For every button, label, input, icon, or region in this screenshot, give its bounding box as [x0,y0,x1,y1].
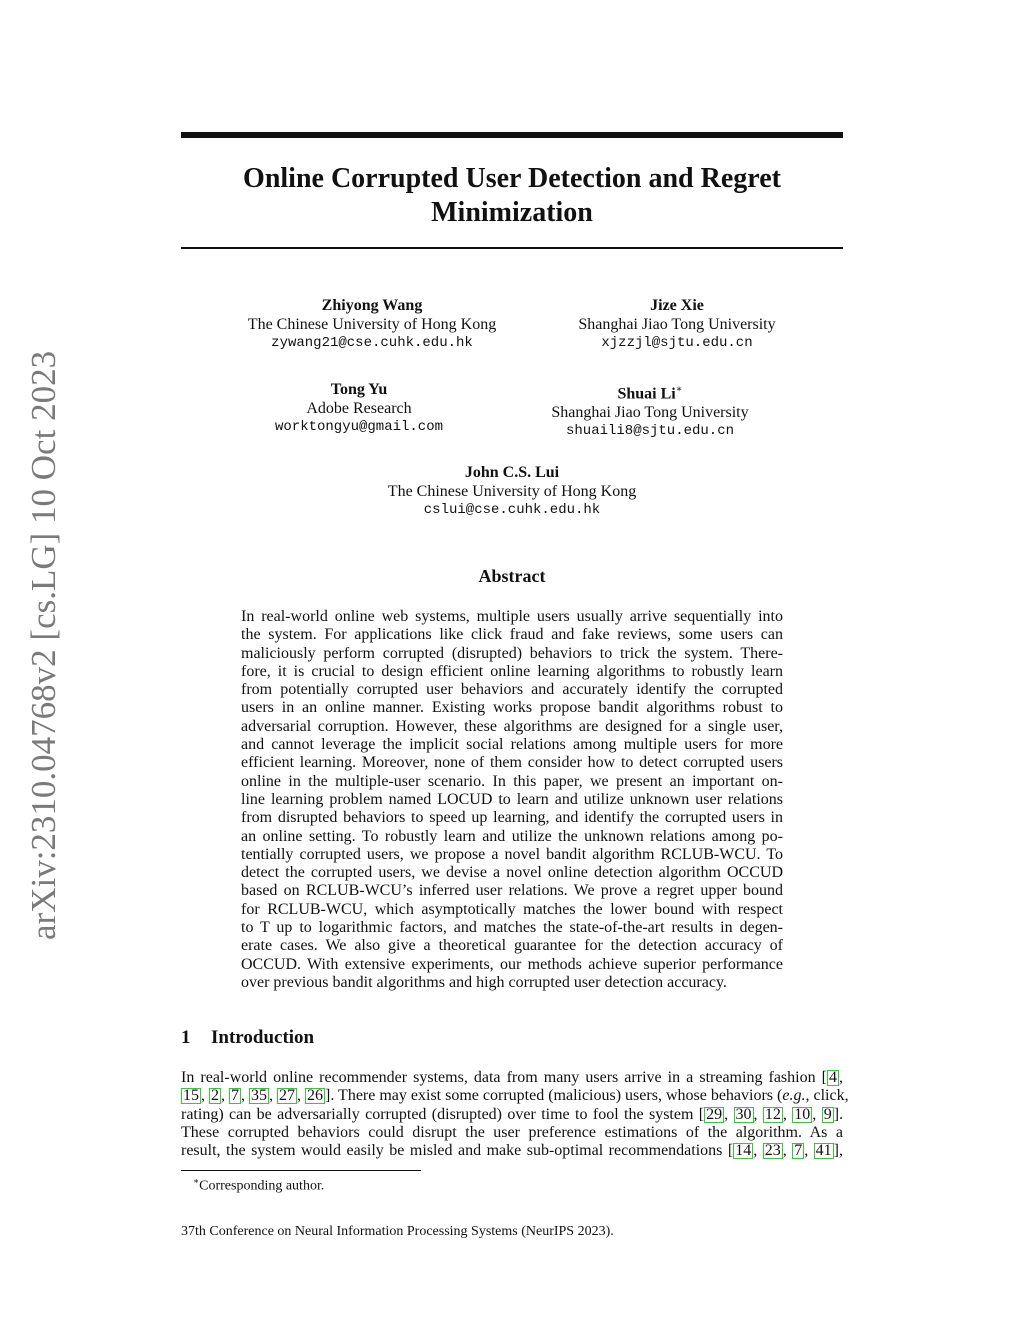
footnote [193,1176,324,1195]
abstract-line: and cannot leverage the implicit social relations among multiple users for more [241,736,783,754]
intro-line-1: In real-world online recommender systems, data from many users arrive in a streaming fashion [ 4 , [181,1069,843,1086]
author-affiliation: The Chinese University of Hong Kong [387,483,637,500]
citation-link[interactable]: 2 [211,1087,219,1105]
citation-link[interactable]: 23 [764,1142,781,1160]
author-block-4 [500,380,800,441]
section-number: 1 [181,1027,191,1048]
introduction-paragraph [181,1069,849,1160]
abstract-line: from potentially corrupted user behaviors and accurately identify the corrupted [241,681,783,699]
intro-text: rating) can be adversarially corrupted (disrupted) over time to fool the system [ [181,1105,705,1123]
abstract-line: based on RCLUB-WCU’s inferred user relations. We prove a regret upper bound [241,882,783,900]
author-email[interactable]: shuaili8@sjtu.edu.cn [565,423,735,440]
intro-line-2: 15 , 2 , 7 , 35 , 27 , 26 ]. There may exist some corrupted (malicious) users, whose behaviors (e.g., click, [183,1087,849,1105]
citation-link[interactable]: 15 [183,1087,199,1105]
citation-link[interactable]: 30 [735,1105,752,1123]
abstract-line: OCCUD. With extensive experiments, our methods achieve superior performance [241,955,783,973]
title-top-rule [181,132,843,138]
abstract-line: the system. For applications like click fraud and fake reviews, some users can [241,626,783,644]
abstract-line: tentially corrupted users, we propose a novel bandit algorithm RCLUB-WCU. To [241,845,783,863]
author-affiliation: Adobe Research [306,400,412,417]
citation-link[interactable]: 10 [794,1105,811,1123]
author-block-2 [527,296,827,353]
intro-text: , click, [805,1087,849,1105]
abstract-line: line learning problem named LOCUD to learn and utilize unknown user relations [241,790,783,808]
citation-link[interactable]: 12 [764,1105,781,1123]
abstract-line: an online setting. To robustly learn and utilize the unknown relations among po- [241,827,783,845]
intro-line-5: result, the system would easily be misled and make sub-optimal recommendations [ 14 , 23 , 7 , 41 ], [181,1142,843,1160]
section-heading [181,1027,314,1049]
abstract-line: users in an online manner. Existing works propose bandit algorithms robust to [241,699,783,717]
abstract-line: adversarial corruption. However, these algorithms are designed for a single user, [241,717,783,735]
intro-text: result, the system would easily be misled and make sub-optimal recommendations [ [181,1142,734,1160]
footnote-marker: ∗ [193,1176,200,1186]
abstract-line: erate cases. We also give a theoretical guarantee for the detection accuracy of [241,937,783,955]
paper-title [181,162,843,230]
abstract-line: online in the multiple-user scenario. In this paper, we present an important on- [241,772,783,790]
citation-link[interactable]: 41 [815,1142,832,1160]
arxiv-sidebar-stamp: arXiv:2310.04768v2 [cs.LG] 10 Oct 2023 [24,350,63,940]
abstract-line: for RCLUB-WCU, which asymptotically matches the lower bound with respect [241,900,783,918]
author-email[interactable]: zywang21@cse.cuhk.edu.hk [271,335,473,351]
corresponding-marker: ∗ [675,384,683,395]
citation-link[interactable]: 27 [279,1087,295,1105]
abstract-line: fore, it is crucial to design efficient online learning algorithms to robustly learn [241,662,783,680]
intro-text: ]. There may exist some corrupted (malicious) users, whose behaviors ( [325,1087,783,1105]
abstract-body [241,608,783,992]
author-name: Jize Xie [650,297,704,314]
author-block-1 [222,296,522,353]
title-bottom-rule [181,247,843,249]
author-name: John C.S. Lui [464,464,560,481]
abstract-line: detect the corrupted users, we devise a novel online detection algorithm OCCUD [241,864,783,882]
intro-text: In real-world online recommender systems, data from many users arrive in a streaming fashion [ [181,1069,827,1086]
citation-link[interactable]: 29 [706,1105,723,1123]
abstract-line: from disrupted behaviors to speed up learning, and identify the corrupted users in [241,809,783,827]
abstract-line: over previous bandit algorithms and high corrupted user detection accuracy. [241,973,727,991]
venue-footer: 37th Conference on Neural Information Processing Systems (NeurIPS 2023). [181,1224,614,1239]
intro-line-4: These corrupted behaviors could disrupt the user preference estimations of the algorithm. As a [181,1123,843,1141]
author-affiliation: The Chinese University of Hong Kong [247,316,497,333]
abstract-line: to T up to logarithmic factors, and matches the state-of-the-art results in degen- [241,919,783,937]
abstract-line: efficient learning. Moreover, none of them consider how to detect corrupted users [241,754,783,772]
author-email[interactable]: xjzzjl@sjtu.edu.cn [601,335,753,351]
abstract-line: In real-world online web systems, multiple users usually arrive sequentially into [241,608,783,625]
abstract-line: maliciously perform corrupted (disrupted) behaviors to trick the system. There- [241,644,783,662]
section-title: Introduction [211,1027,315,1048]
citation-link[interactable]: 4 [829,1069,837,1086]
citation-link[interactable]: 7 [794,1142,803,1160]
author-name: Tong Yu [330,381,388,398]
author-email[interactable]: worktongyu@gmail.com [274,419,444,435]
title-line-1: Online Corrupted User Detection and Regret [243,163,781,194]
intro-text: ], [833,1142,843,1160]
footnote-text: Corresponding author. [199,1178,325,1194]
citation-link[interactable]: 9 [823,1105,832,1123]
author-block-5 [362,463,662,520]
citation-link[interactable]: 35 [251,1087,267,1105]
abstract-heading: Abstract [478,566,546,586]
author-block-3 [209,380,509,437]
citation-link[interactable]: 14 [735,1142,752,1160]
citation-link[interactable]: 7 [231,1087,239,1105]
intro-emphasis: e.g. [782,1087,806,1105]
footnote-rule [181,1170,421,1171]
author-name: Shuai Li [617,385,676,403]
author-name: Zhiyong Wang [321,297,423,314]
author-affiliation: Shanghai Jiao Tong University [578,316,776,333]
intro-line-3: rating) can be adversarially corrupted (disrupted) over time to fool the system [ 29 , 30 , 12 , 10 , 9 ]. [181,1105,844,1123]
title-line-2: Minimization [431,197,593,228]
intro-text: ]. [833,1105,844,1123]
author-affiliation: Shanghai Jiao Tong University [551,404,749,422]
author-name-row [500,380,800,403]
author-email[interactable]: cslui@cse.cuhk.edu.hk [423,502,601,518]
citation-link[interactable]: 26 [307,1087,323,1105]
